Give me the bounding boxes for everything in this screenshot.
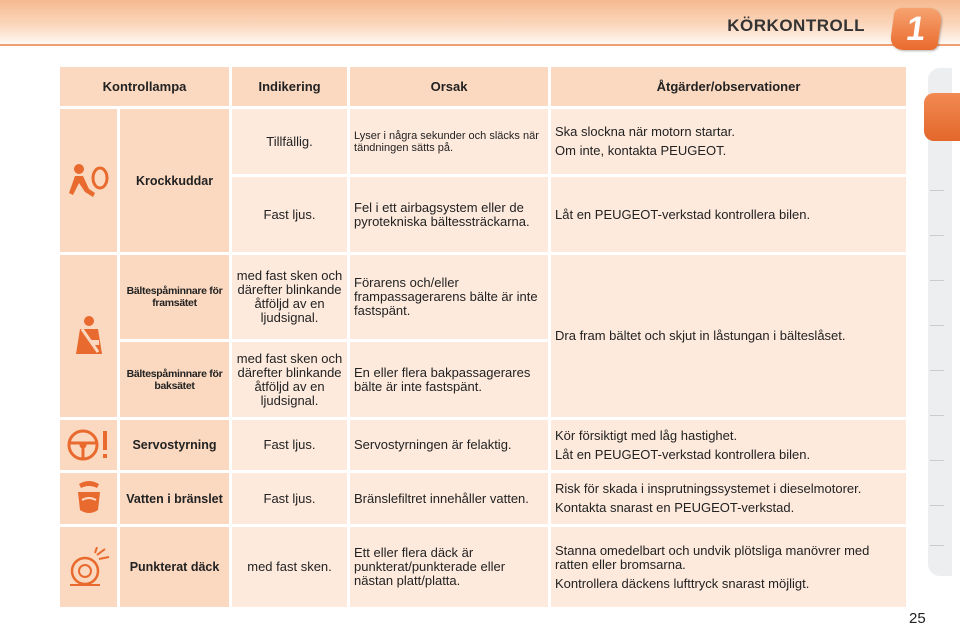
indication-cell: Tillfällig.: [232, 109, 347, 174]
actions-cell: [551, 177, 906, 252]
cause-cell: Bränslefiltret innehåller vatten.: [350, 473, 548, 524]
table-row: [60, 255, 906, 339]
cause-cell: Servostyrningen är felaktig.: [350, 420, 548, 470]
table-header-row: [60, 67, 906, 106]
action-line: Stanna omedelbart och undvik plötsliga manövrer med ratten eller bromsarna.: [555, 542, 870, 572]
cause-cell: Lyser i några sekunder och släcks när tändningen sätts på.: [350, 109, 548, 174]
side-tab-divider: [930, 235, 944, 236]
cause-cell: Fel i ett airbagsystem eller de pyrotekniska bältessträckarna.: [350, 177, 548, 252]
column-header-lamp: Kontrollampa: [60, 67, 229, 106]
actions-cell: [551, 109, 906, 174]
actions-cell: [551, 473, 906, 524]
side-tab-strip: [928, 68, 952, 576]
column-header-indication: Indikering: [232, 67, 347, 106]
indication-cell: Fast ljus.: [232, 473, 347, 524]
indication-cell: med fast sken och därefter blinkande åtföljd av en ljudsignal.: [232, 255, 347, 339]
indication-cell: Fast ljus.: [232, 420, 347, 470]
column-header-actions: Åtgärder/observationer: [551, 67, 906, 106]
side-tab-divider: [930, 415, 944, 416]
side-tab-divider: [930, 460, 944, 461]
warning-lamp-table: [57, 64, 909, 610]
header-rule: [0, 44, 960, 46]
table-row: [60, 527, 906, 607]
side-tab-divider: [930, 190, 944, 191]
table-row: [60, 420, 906, 470]
water-in-fuel-icon: [60, 473, 117, 524]
actions-cell: [551, 527, 906, 607]
action-line: Kör försiktigt med låg hastighet.: [555, 427, 738, 443]
column-header-cause: Orsak: [350, 67, 548, 106]
cause-cell: En eller flera bakpassagerares bälte är inte fastspänt.: [350, 342, 548, 417]
indication-cell: Fast ljus.: [232, 177, 347, 252]
side-tab-divider: [930, 325, 944, 326]
side-tab-active[interactable]: [924, 93, 960, 141]
power-steering-warning-icon: [60, 420, 117, 470]
seatbelt-reminder-icon: [60, 255, 117, 417]
airbag-warning-icon: [60, 109, 117, 252]
action-line: Kontakta snarast en PEUGEOT-verkstad.: [555, 500, 795, 515]
side-tab-divider: [930, 370, 944, 371]
actions-cell: [551, 420, 906, 470]
tyre-puncture-icon: [60, 527, 117, 607]
side-tab-divider: [930, 280, 944, 281]
lamp-label: Vatten i bränslet: [120, 473, 229, 524]
action-line: Om inte, kontakta PEUGEOT.: [555, 143, 727, 158]
action-line: Låt en PEUGEOT-verkstad kontrollera bilen.: [555, 206, 811, 222]
side-tab-divider: [930, 505, 944, 506]
indication-cell: med fast sken.: [232, 527, 347, 607]
lamp-label: Krockkuddar: [120, 109, 229, 252]
action-line: Ska slockna när motorn startar.: [555, 124, 735, 139]
lamp-label: Bältespåminnare för framsätet: [120, 255, 229, 339]
table-row: [60, 109, 906, 174]
action-line: Låt en PEUGEOT-verkstad kontrollera bilen.: [555, 446, 811, 462]
table-row: [60, 473, 906, 524]
action-line: Kontrollera däckens lufttryck snarast möjligt.: [555, 575, 810, 591]
cause-cell: Ett eller flera däck är punkterat/punkterade eller nästan platt/platta.: [350, 527, 548, 607]
action-line: Risk för skada i insprutningssystemet i dieselmotorer.: [555, 481, 862, 496]
chapter-number-badge: 1: [889, 8, 943, 50]
lamp-label: Servostyrning: [120, 420, 229, 470]
page-number: 25: [909, 610, 926, 627]
chapter-title: KÖRKONTROLL: [727, 16, 865, 35]
lamp-label: Punkterat däck: [120, 527, 229, 607]
side-tab-divider: [930, 545, 944, 546]
indication-cell: med fast sken och därefter blinkande åtföljd av en ljudsignal.: [232, 342, 347, 417]
lamp-label: Bältespåminnare för baksätet: [120, 342, 229, 417]
cause-cell: Förarens och/eller frampassagerarens bälte är inte fastspänt.: [350, 255, 548, 339]
actions-cell: Dra fram bältet och skjut in låstungan i bälteslåset.: [551, 255, 906, 417]
